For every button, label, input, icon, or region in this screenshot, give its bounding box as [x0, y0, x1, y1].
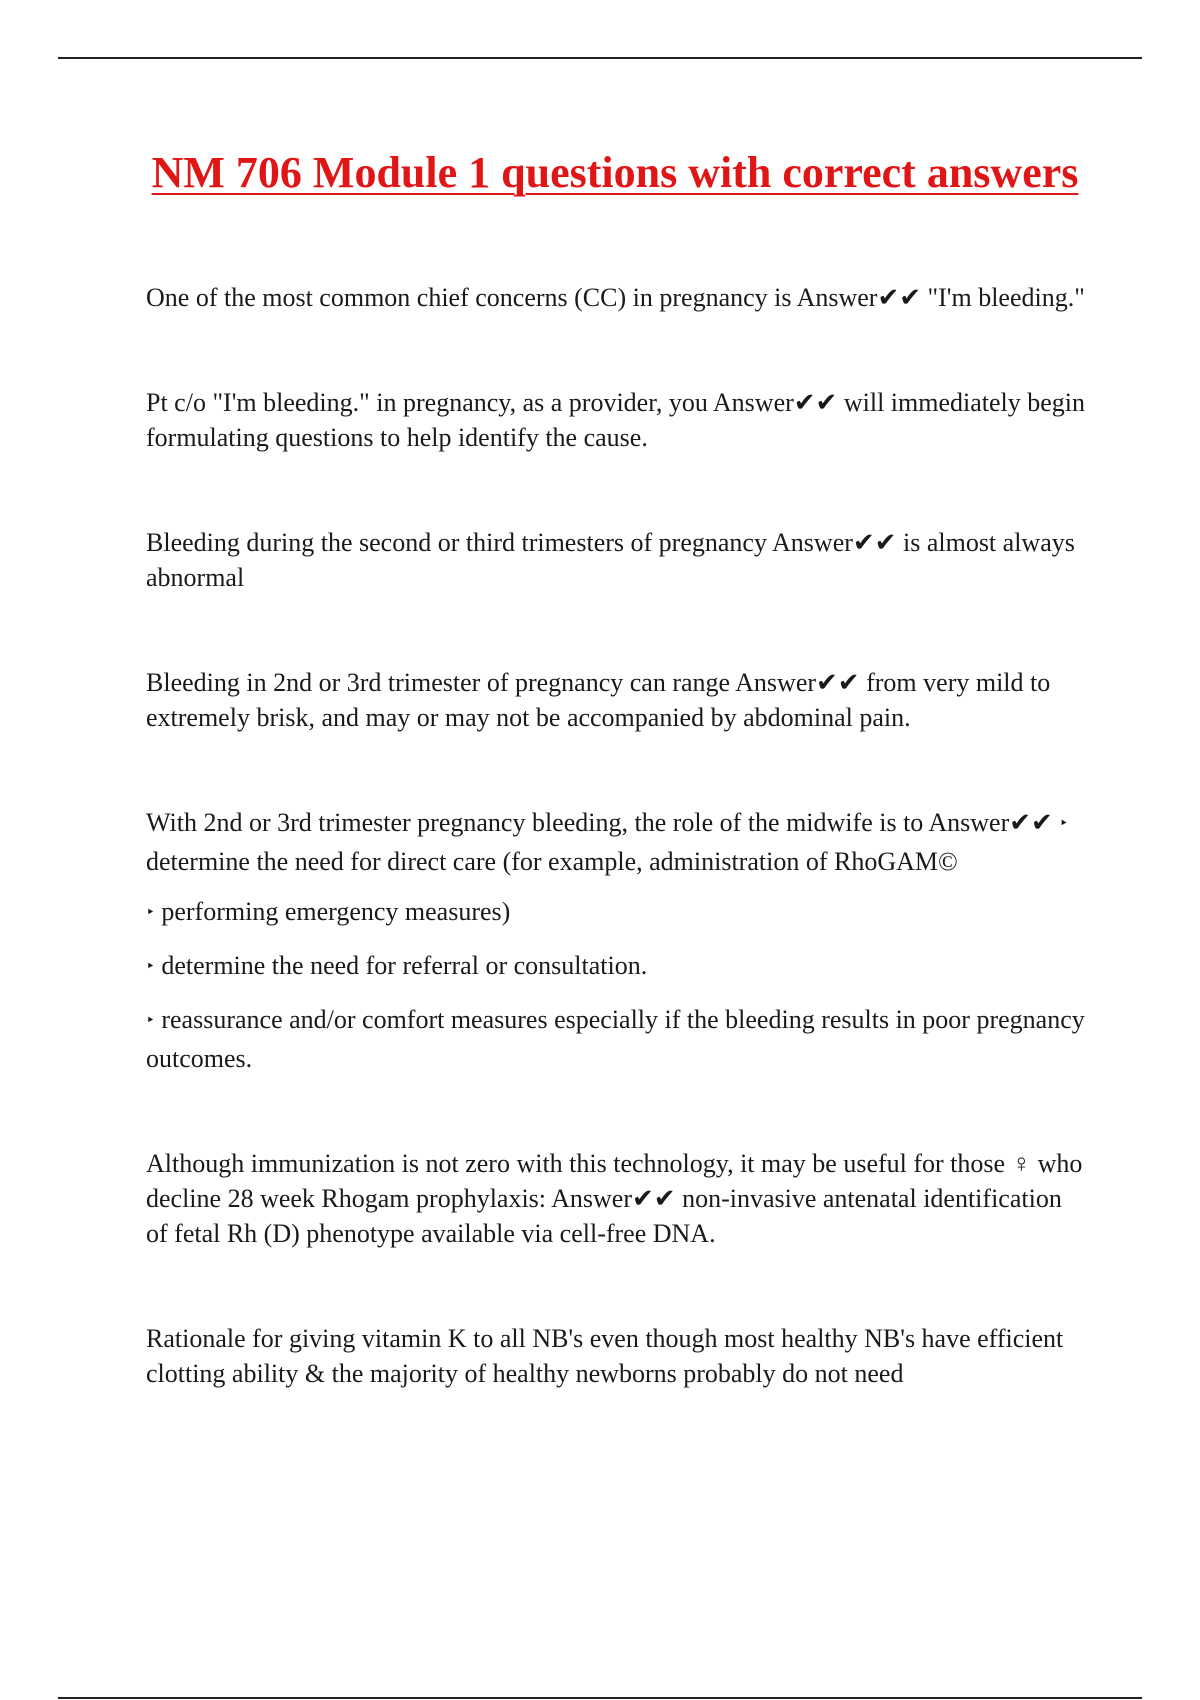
answer-marker: Answer✔✔: [928, 808, 1053, 837]
answer-text: is almost always abnormal: [146, 528, 1075, 592]
answer-text: from very mild to extremely brisk, and may or may not be accompanied by abdominal pain.: [146, 668, 1051, 732]
qa-text: [146, 525, 1086, 595]
answer-text: "I'm bleeding.": [927, 283, 1085, 312]
question-text: Although immunization is not zero with this technology, it may be useful for those: [146, 1149, 1006, 1178]
question-text: One of the most common chief concerns (CC) in pregnancy is: [146, 283, 792, 312]
header-rule: [58, 57, 1142, 59]
qa-item: [146, 280, 1086, 315]
answer-marker: Answer✔✔: [712, 388, 838, 417]
question-text: Bleeding in 2nd or 3rd trimester of pregnancy can range: [146, 668, 731, 697]
question-text: Pt c/o "I'm bleeding." in pregnancy, as a provider, you: [146, 388, 708, 417]
bullet-text: determine the need for referral or consultation.: [161, 951, 648, 980]
question-text: who decline 28 week Rhogam prophylaxis:: [146, 1149, 1083, 1213]
qa-item: [146, 805, 1086, 1076]
qa-text: [146, 1321, 1086, 1391]
answer-bullet: [146, 948, 1086, 987]
answer-bullet: [146, 894, 1086, 933]
question-text: Bleeding during the second or third trimesters of pregnancy: [146, 528, 767, 557]
qa-text: [146, 280, 1086, 315]
qa-item: [146, 1146, 1086, 1251]
answer-marker: Answer✔✔: [796, 283, 922, 312]
qa-text: [146, 665, 1086, 735]
answer-text: will immediately begin formulating questions to help identify the cause.: [146, 388, 1086, 452]
qa-list: [146, 280, 1086, 1461]
answer-text: non-invasive antenatal identification of fetal Rh (D) phenotype available via cell-free DNA.: [146, 1184, 1062, 1248]
female-symbol-icon: ♀: [1011, 1149, 1032, 1178]
qa-item: [146, 525, 1086, 595]
qa-item: [146, 1321, 1086, 1391]
qa-text: [146, 385, 1086, 455]
answer-bullet: [146, 1002, 1086, 1076]
qa-text: [146, 1146, 1086, 1251]
bullet-triangle-icon: ‣: [146, 903, 155, 921]
bullet-text: performing emergency measures): [161, 897, 511, 926]
bullet-text: reassurance and/or comfort measures especially if the bleeding results in poor pregnancy outcomes.: [146, 1005, 1085, 1073]
question-text: Rationale for giving vitamin K to all NB's even though most healthy NB's have efficient clotting ability & the majority of healthy newborns probably do not need: [146, 1324, 1064, 1388]
document-title: NM 706 Module 1 questions with correct answers: [151, 148, 1079, 197]
qa-text: [146, 805, 1086, 879]
answer-marker: Answer✔✔: [551, 1184, 676, 1213]
qa-item: [146, 665, 1086, 735]
bullet-triangle-icon: ‣: [146, 1011, 155, 1029]
bullet-triangle-icon: ‣: [146, 957, 155, 975]
bullet-triangle-icon: ‣: [1059, 814, 1069, 832]
qa-item: [146, 385, 1086, 455]
answer-text: determine the need for direct care (for example, administration of RhoGAM©: [146, 847, 958, 876]
answer-marker: Answer✔✔: [772, 528, 897, 557]
answer-marker: Answer✔✔: [735, 668, 860, 697]
footer-rule: [58, 1697, 1142, 1699]
question-text: With 2nd or 3rd trimester pregnancy bleeding, the role of the midwife is to: [146, 808, 924, 837]
